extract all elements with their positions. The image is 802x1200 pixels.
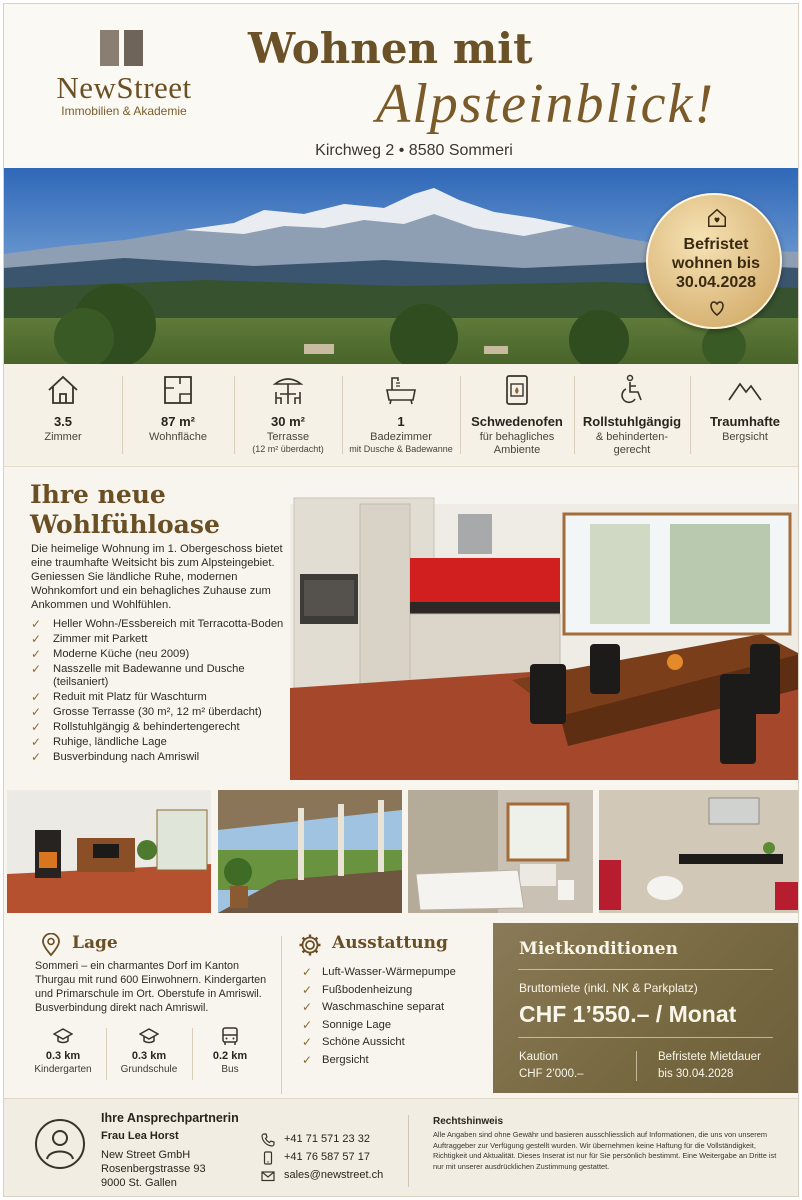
- address: Kirchweg 2 • 8580 Sommeri: [315, 142, 513, 159]
- feature-area: 87 m² Wohnfläche: [122, 364, 234, 467]
- check-icon: ✓: [302, 1000, 313, 1015]
- logo-mark-icon: [100, 30, 144, 66]
- check-icon: ✓: [31, 705, 42, 719]
- check-icon: ✓: [302, 965, 313, 979]
- email-icon: [261, 1169, 275, 1183]
- feature-checklist: [31, 618, 289, 766]
- list-item: ✓ Schöne Aussicht: [302, 1035, 405, 1050]
- rental-term-badge: [646, 193, 782, 329]
- list-item: ✓ Fußbodenheizung: [302, 982, 413, 997]
- rent-subtitle: Bruttomiete (inkl. NK & Parkplatz): [519, 981, 698, 995]
- check-icon: ✓: [302, 1035, 313, 1050]
- mountain-icon: [727, 372, 763, 408]
- deposit-label: Kaution: [519, 1051, 559, 1063]
- lage-paragraph: Sommeri – ein charmantes Dorf im Kanton Thurgau mit rund 600 Einwohnern. Kindergarten und Primarschule im Ort. Oberstufe in Amriswil. Busverbindung direkt nach Amriswil.: [35, 960, 267, 1014]
- header: [4, 4, 799, 168]
- check-icon: ✓: [31, 750, 42, 764]
- intro-paragraph: Die heimelige Wohnung im 1. Obergeschoss bietet eine traumhafte Weitsicht bis zum Alpsteingebiet. Geniessen Sie ländliche Ruhe, modernen Wohnkomfort und ein behagliches Zuhause zum Ankommen und Wohlfühlen.: [31, 543, 283, 611]
- check-icon: ✓: [31, 632, 42, 646]
- feature-stove: Schwedenofen für behagliches Ambiente: [460, 364, 574, 467]
- list-item: ✓ Waschmaschine separat: [302, 1000, 445, 1015]
- mobile-icon: [261, 1151, 275, 1165]
- list-item: ✓ Ruhige, ländliche Lage: [31, 735, 167, 749]
- intro-heading: Ihre neue Wohlfühloase: [30, 480, 220, 539]
- ausstattung-list: [302, 966, 488, 1072]
- check-icon: ✓: [31, 720, 42, 734]
- check-icon: ✓: [302, 1052, 313, 1067]
- contact-email[interactable]: sales@newstreet.ch: [284, 1169, 384, 1181]
- kitchen-photo: [290, 484, 799, 780]
- bathroom-sink-photo: [599, 790, 799, 913]
- feature-accessible: Rollstuhlgängig & behinderten-gerecht: [574, 364, 690, 467]
- person-icon: [37, 1121, 83, 1167]
- feature-bathroom: 1 Badezimmer mit Dusche & Badewanne: [342, 364, 460, 467]
- term-value: bis 30.04.2028: [658, 1068, 734, 1080]
- list-item: ✓ Reduit mit Platz für Waschturm: [31, 690, 207, 704]
- heart-icon: [707, 299, 727, 317]
- stove-icon: [499, 372, 535, 408]
- listing-flyer: NewStreet Immobilien & Akademie Wohnen mit Alpsteinblick! Kirchweg 2 • 8580 Sommeri Befristet wohnen bis 30.04.2028 3.5 Zimmer 87 m² Wohnfläche 30 m² Terrasse (12 m² überdacht) 1 Badezimmer mit Dusche & Badewanne Schwedenofen für behagliches Ambiente Rollstuhlgängig & behinderten-gerecht Traumhafte Bergsicht Ihre neue Wohlfühloase Die heimelige Wohnung im 1. Obergeschoss bietet eine traumhafte Weitsicht bis zum Alpsteingebiet. Geniessen Sie ländliche Ruhe, modernen Wohnkomfort und ein behagliches Zuhause zum Ankommen und Wohlfühlen. ✓ Heller Wohn-/Essbereich mit Terracotta-Boden ✓ Zimmer mit Parkett ✓ Moderne Küche (neu 2009) ✓ Nasszelle mit Badewanne und Dusche (teilsaniert) ✓ Reduit mit Platz für Waschturm ✓ Grosse Terrasse (30 m², 12 m² überdacht) ✓ Rollstuhlgängig & behindertengerecht ✓ Ruhige, ländliche Lage ✓ Busverbindung nach Amriswil Lage Sommeri – ein charmantes Dorf im Kanton Thurgau mit rund 600 Einwohnern. Kindergarten und Primarschule im Ort. Oberstufe in Amriswil. Busverbindung direkt nach Amriswil. 0.3 km Kindergarten 0.3 km Grundschule 0.2 km Bus Ausstattung ✓ Luft-Wasser-Wärmepumpe ✓ Fußbodenheizung ✓ Waschmaschine separat ✓ Sonnige Lage ✓ Schöne Aussicht ✓ Bergsicht Mietkonditionen Bruttomiete (inkl. NK & Parkplatz) CHF 1’550.– / Monat Kaution CHF 2’000.– Befristete Mietdauer bis 30.04.2028 Ihre Ansprechpartnerin Frau Lea Horst New Street GmbH Rosenbergstrasse 93 9000 St. Gallen +41 71 571 23 32 +41 76 587 57 17 sales@newstreet.ch Rechtshinweis Alle Angaben sind ohne Gewähr und basieren ausschliesslich auf Informationen, die uns von unserem Auftraggeber zur Verfügung gestellt wurden. Wir übernehmen keine Haftung für die Vollständigkeit, Richtigkeit und Aktualität. Dieses Inserat ist nur für Sie persönlich bestimmt. Eine Weitergabe an Dritte ist nur mit unserer ausdrücklichen Zustimmung gestattet.: [3, 3, 799, 1197]
- terrace-photo: [218, 790, 402, 913]
- check-icon: ✓: [31, 690, 42, 704]
- feature-rooms: 3.5 Zimmer: [4, 364, 122, 467]
- list-item: ✓ Bergsicht: [302, 1052, 369, 1067]
- list-item: ✓ Heller Wohn-/Essbereich mit Terracotta-Boden: [31, 617, 284, 631]
- avatar: [35, 1119, 85, 1169]
- contact-mobile[interactable]: +41 76 587 57 17: [284, 1151, 370, 1163]
- rental-heading: Mietkonditionen: [519, 939, 678, 959]
- list-item: ✓ Nasszelle mit Badewanne und Dusche (teilsaniert): [31, 662, 245, 688]
- terrace-icon: [270, 372, 306, 408]
- location-pin-icon: [40, 933, 62, 957]
- list-item: ✓ Busverbindung nach Amriswil: [31, 750, 200, 764]
- page-title: Wohnen mit: [248, 24, 533, 73]
- list-item: ✓ Rollstuhlgängig & behindertengerecht: [31, 720, 240, 734]
- check-icon: ✓: [31, 617, 42, 631]
- list-item: ✓ Sonnige Lage: [302, 1017, 392, 1032]
- house-heart-icon: [706, 207, 728, 229]
- list-item: ✓ Luft-Wasser-Wärmepumpe: [302, 965, 456, 979]
- feature-bar: [4, 364, 799, 467]
- list-item: ✓ Grosse Terrasse (30 m², 12 m² überdacht): [31, 705, 262, 719]
- contact-company: New Street GmbH: [101, 1149, 191, 1161]
- contact-street: Rosenbergstrasse 93: [101, 1163, 206, 1175]
- bus-icon: [220, 1026, 240, 1046]
- feature-mountain-view: Traumhafte Bergsicht: [690, 364, 799, 467]
- brand-tagline: Immobilien & Akademie: [61, 104, 187, 118]
- page-title-script: Alpsteinblick!: [376, 73, 716, 135]
- bathtub-icon: [383, 372, 419, 408]
- term-label: Befristete Mietdauer: [658, 1051, 761, 1063]
- check-icon: ✓: [31, 735, 42, 749]
- check-icon: ✓: [31, 647, 42, 661]
- badge-text: Befristet wohnen bis 30.04.2028: [672, 236, 760, 291]
- list-item: ✓ Zimmer mit Parkett: [31, 632, 148, 646]
- wheelchair-icon: [614, 372, 650, 408]
- phone-icon: [261, 1133, 275, 1147]
- check-icon: ✓: [31, 662, 42, 676]
- deposit-value: CHF 2’000.–: [519, 1068, 584, 1080]
- bathroom-photo: [408, 790, 593, 913]
- contact-phone[interactable]: +41 71 571 23 32: [284, 1133, 370, 1145]
- rent-price: CHF 1’550.– / Monat: [519, 1001, 737, 1027]
- feature-terrace: 30 m² Terrasse (12 m² überdacht): [234, 364, 342, 467]
- ausstattung-heading: Ausstattung: [332, 933, 448, 953]
- contact-heading: Ihre Ansprechpartnerin: [101, 1111, 239, 1125]
- legal-text: Alle Angaben sind ohne Gewähr und basieren ausschliesslich auf Informationen, die uns von unserem Auftraggeber zur Verfügung gestellt wurden. Wir übernehmen keine Haftung für die Vollständigkeit, Richtigkeit und Aktualität. Dieses Inserat ist nur für Sie persönlich bestimmt. Eine Weitergabe an Dritte ist nur mit unserer ausdrücklichen Zustimmung gestattet.: [433, 1130, 777, 1171]
- school-icon: [53, 1026, 73, 1046]
- lage-heading: Lage: [72, 933, 118, 953]
- floorplan-icon: [160, 372, 196, 408]
- rental-conditions-panel: [493, 923, 799, 1093]
- legal-heading: Rechtshinweis: [433, 1116, 504, 1127]
- footer: [4, 1098, 799, 1197]
- contact-name: Frau Lea Horst: [101, 1130, 179, 1142]
- brand-name: NewStreet: [56, 70, 192, 105]
- gear-icon: [298, 933, 322, 957]
- house-icon: [45, 372, 81, 408]
- check-icon: ✓: [302, 1017, 313, 1032]
- contact-city: 9000 St. Gallen: [101, 1177, 177, 1189]
- living-room-photo: [7, 790, 211, 913]
- school-icon: [139, 1026, 159, 1046]
- list-item: ✓ Moderne Küche (neu 2009): [31, 647, 190, 661]
- check-icon: ✓: [302, 982, 313, 997]
